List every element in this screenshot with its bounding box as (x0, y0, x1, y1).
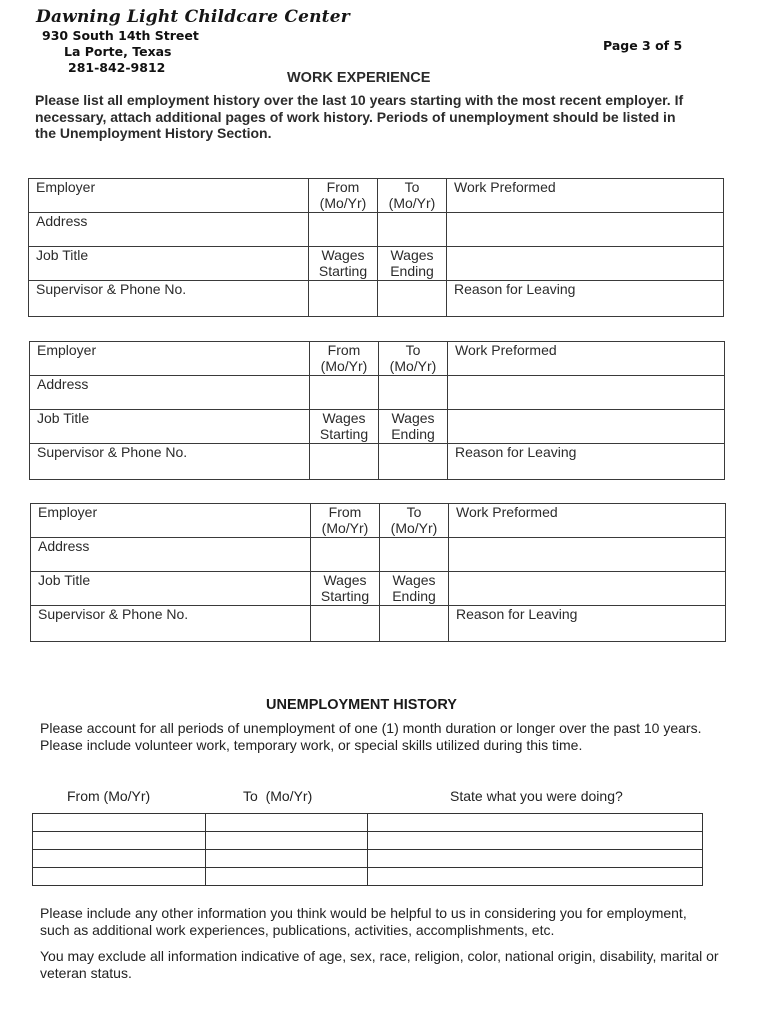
work-performed-value[interactable] (448, 376, 725, 410)
to-cell[interactable] (206, 814, 368, 832)
org-phone: 281-842-9812 (68, 60, 166, 75)
wages-starting-field[interactable]: Wages Starting (311, 572, 380, 606)
wages-ending-field[interactable]: Wages Ending (379, 410, 448, 444)
employer-field[interactable]: Employer (30, 342, 310, 376)
employer-field[interactable]: Employer (29, 179, 309, 213)
additional-info-note: Please include any other information you think would be helpful to us in considering you for employment, such as additional work experiences, publications, activities, accomplishments, etc. (40, 905, 687, 938)
org-street: 930 South 14th Street (42, 28, 199, 43)
work-performed-field[interactable]: Work Preformed (447, 179, 724, 213)
from-cell[interactable] (33, 868, 206, 886)
unemployment-history-intro: Please account for all periods of unemployment of one (1) month duration or longer over the past 10 years. Please include volunteer work, temporary work, or special skills utilized during this time. (40, 720, 702, 753)
reason-for-leaving-field[interactable]: Reason for Leaving (447, 281, 724, 317)
job-title-field[interactable]: Job Title (30, 410, 310, 444)
job-title-field[interactable]: Job Title (29, 247, 309, 281)
employer-field[interactable]: Employer (31, 504, 311, 538)
column-header-to: To (Mo/Yr) (243, 788, 313, 804)
wages-starting-value[interactable] (311, 606, 380, 642)
wages-ending-value[interactable] (380, 606, 449, 642)
work-performed-value[interactable] (449, 538, 726, 572)
work-performed-extra[interactable] (449, 572, 726, 606)
employment-block-1 (28, 178, 724, 317)
wages-ending-field[interactable]: Wages Ending (380, 572, 449, 606)
work-experience-title: WORK EXPERIENCE (287, 70, 431, 86)
work-performed-value[interactable] (447, 213, 724, 247)
to-date-field[interactable]: To (Mo/Yr) (378, 179, 447, 213)
activity-cell[interactable] (368, 850, 703, 868)
from-date-value[interactable] (309, 213, 378, 247)
activity-cell[interactable] (368, 814, 703, 832)
wages-ending-field[interactable]: Wages Ending (378, 247, 447, 281)
employment-block-3 (30, 503, 726, 642)
table-row (33, 832, 703, 850)
address-field[interactable]: Address (29, 213, 309, 247)
work-performed-extra[interactable] (448, 410, 725, 444)
wages-starting-field[interactable]: Wages Starting (309, 247, 378, 281)
to-cell[interactable] (206, 832, 368, 850)
unemployment-history-title: UNEMPLOYMENT HISTORY (266, 697, 457, 713)
to-date-value[interactable] (379, 376, 448, 410)
work-performed-field[interactable]: Work Preformed (448, 342, 725, 376)
wages-ending-value[interactable] (379, 444, 448, 480)
to-date-value[interactable] (380, 538, 449, 572)
supervisor-phone-field[interactable]: Supervisor & Phone No. (30, 444, 310, 480)
supervisor-phone-field[interactable]: Supervisor & Phone No. (31, 606, 311, 642)
activity-cell[interactable] (368, 832, 703, 850)
wages-starting-value[interactable] (309, 281, 378, 317)
to-cell[interactable] (206, 850, 368, 868)
table-row (33, 868, 703, 886)
org-city: La Porte, Texas (64, 44, 172, 59)
address-field[interactable]: Address (31, 538, 311, 572)
org-logo-name: Dawning Light Childcare Center (36, 7, 350, 27)
column-header-from: From (Mo/Yr) (67, 788, 151, 804)
activity-cell[interactable] (368, 868, 703, 886)
address-field[interactable]: Address (30, 376, 310, 410)
table-row (33, 814, 703, 832)
from-date-value[interactable] (310, 376, 379, 410)
wages-starting-value[interactable] (310, 444, 379, 480)
from-cell[interactable] (33, 814, 206, 832)
job-title-field[interactable]: Job Title (31, 572, 311, 606)
column-header-activity: State what you were doing? (450, 788, 623, 804)
to-date-field[interactable]: To (Mo/Yr) (380, 504, 449, 538)
supervisor-phone-field[interactable]: Supervisor & Phone No. (29, 281, 309, 317)
from-cell[interactable] (33, 832, 206, 850)
from-date-field[interactable]: From (Mo/Yr) (309, 179, 378, 213)
exclusion-note: You may exclude all information indicative of age, sex, race, religion, color, national origin, disability, marital or veteran status. (40, 948, 719, 981)
employment-block-2 (29, 341, 725, 480)
to-date-value[interactable] (378, 213, 447, 247)
to-date-field[interactable]: To (Mo/Yr) (379, 342, 448, 376)
reason-for-leaving-field[interactable]: Reason for Leaving (448, 444, 725, 480)
table-row (33, 850, 703, 868)
reason-for-leaving-field[interactable]: Reason for Leaving (449, 606, 726, 642)
unemployment-table (32, 813, 703, 886)
to-cell[interactable] (206, 868, 368, 886)
wages-starting-field[interactable]: Wages Starting (310, 410, 379, 444)
work-performed-field[interactable]: Work Preformed (449, 504, 726, 538)
from-date-value[interactable] (311, 538, 380, 572)
from-date-field[interactable]: From (Mo/Yr) (311, 504, 380, 538)
wages-ending-value[interactable] (378, 281, 447, 317)
from-date-field[interactable]: From (Mo/Yr) (310, 342, 379, 376)
page-indicator: Page 3 of 5 (603, 38, 683, 53)
work-experience-intro: Please list all employment history over the last 10 years starting with the most recent employer. If necessary, attach additional pages of work history. Periods of unemployment should be listed in the Unemployment History Section. (35, 92, 684, 141)
from-cell[interactable] (33, 850, 206, 868)
work-performed-extra[interactable] (447, 247, 724, 281)
